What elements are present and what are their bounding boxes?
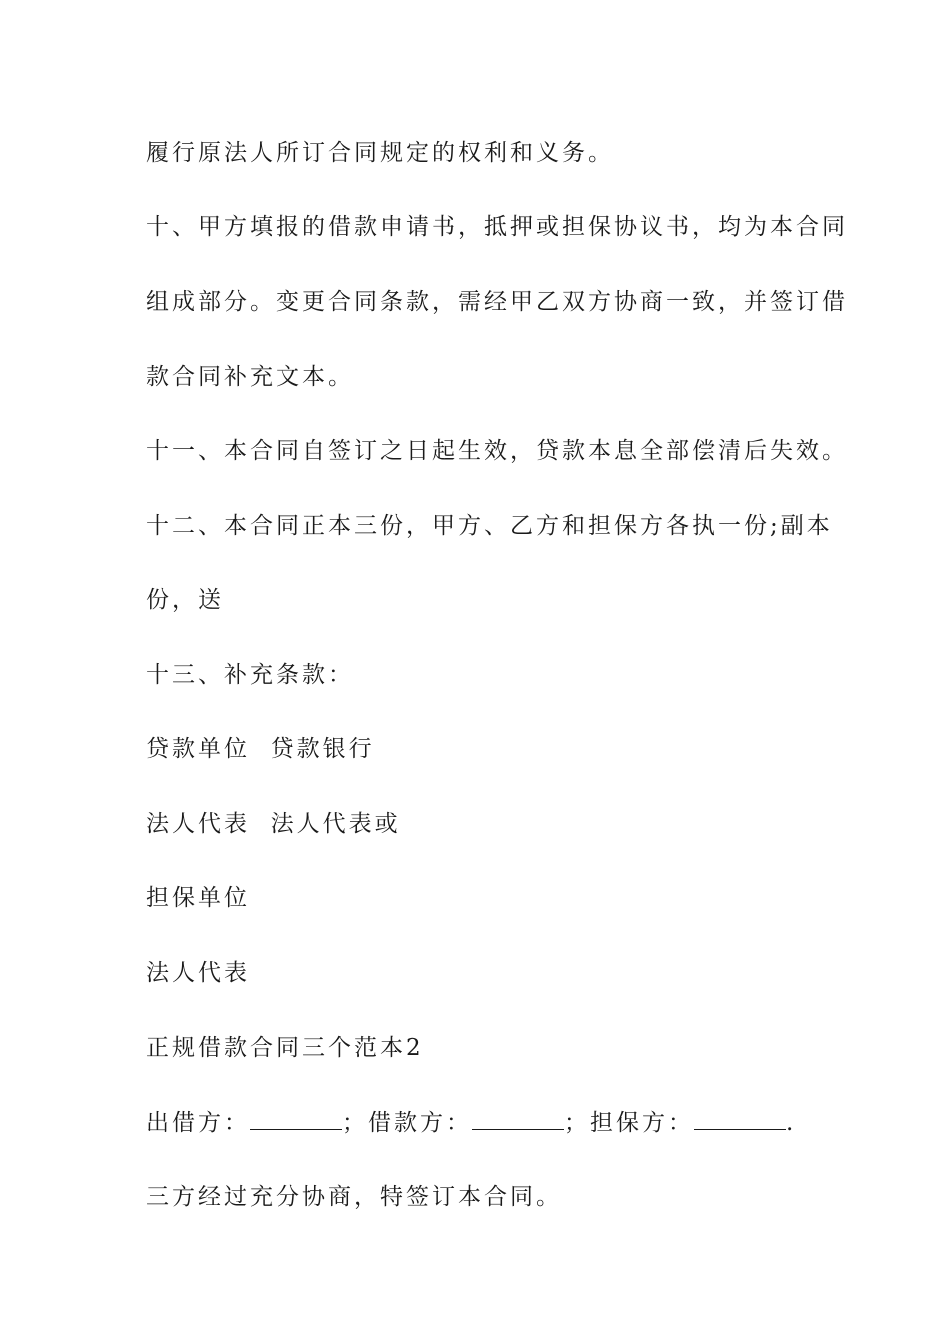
- text-line: 十一、本合同自签订之日起生效，贷款本息全部偿清后失效。: [146, 438, 848, 464]
- text-line: 份，送: [146, 587, 224, 613]
- borrower-blank: [472, 1107, 564, 1130]
- guarantor-label: 担保方：: [590, 1110, 694, 1136]
- text-line: 十、甲方填报的借款申请书，抵押或担保协议书，均为本合同: [146, 214, 848, 240]
- signature-row: 贷款单位 贷款银行: [146, 736, 375, 762]
- signature-row: 法人代表 法人代表或: [146, 811, 401, 837]
- text-line: 十二、本合同正本三份，甲方、乙方和担保方各执一份;副本: [146, 513, 833, 539]
- parties-line: [146, 1107, 796, 1138]
- signature-row: 法人代表: [146, 960, 250, 986]
- text-line: 三方经过充分协商，特签订本合同。: [146, 1184, 562, 1210]
- guarantor-blank: [694, 1107, 786, 1130]
- separator: ；: [564, 1110, 590, 1136]
- lender-blank: [250, 1107, 342, 1130]
- line-end: .: [786, 1110, 797, 1136]
- signature-row: 担保单位: [146, 885, 250, 911]
- text-line: 十三、补充条款：: [146, 662, 354, 688]
- separator: ；: [342, 1110, 368, 1136]
- lender-label: 出借方：: [146, 1110, 250, 1136]
- section-heading: 正规借款合同三个范本2: [146, 1035, 424, 1061]
- borrower-label: 借款方：: [368, 1110, 472, 1136]
- text-line: 履行原法人所订合同规定的权利和义务。: [146, 140, 614, 166]
- text-line: 款合同补充文本。: [146, 364, 354, 390]
- text-line: 组成部分。变更合同条款，需经甲乙双方协商一致，并签订借: [146, 289, 848, 315]
